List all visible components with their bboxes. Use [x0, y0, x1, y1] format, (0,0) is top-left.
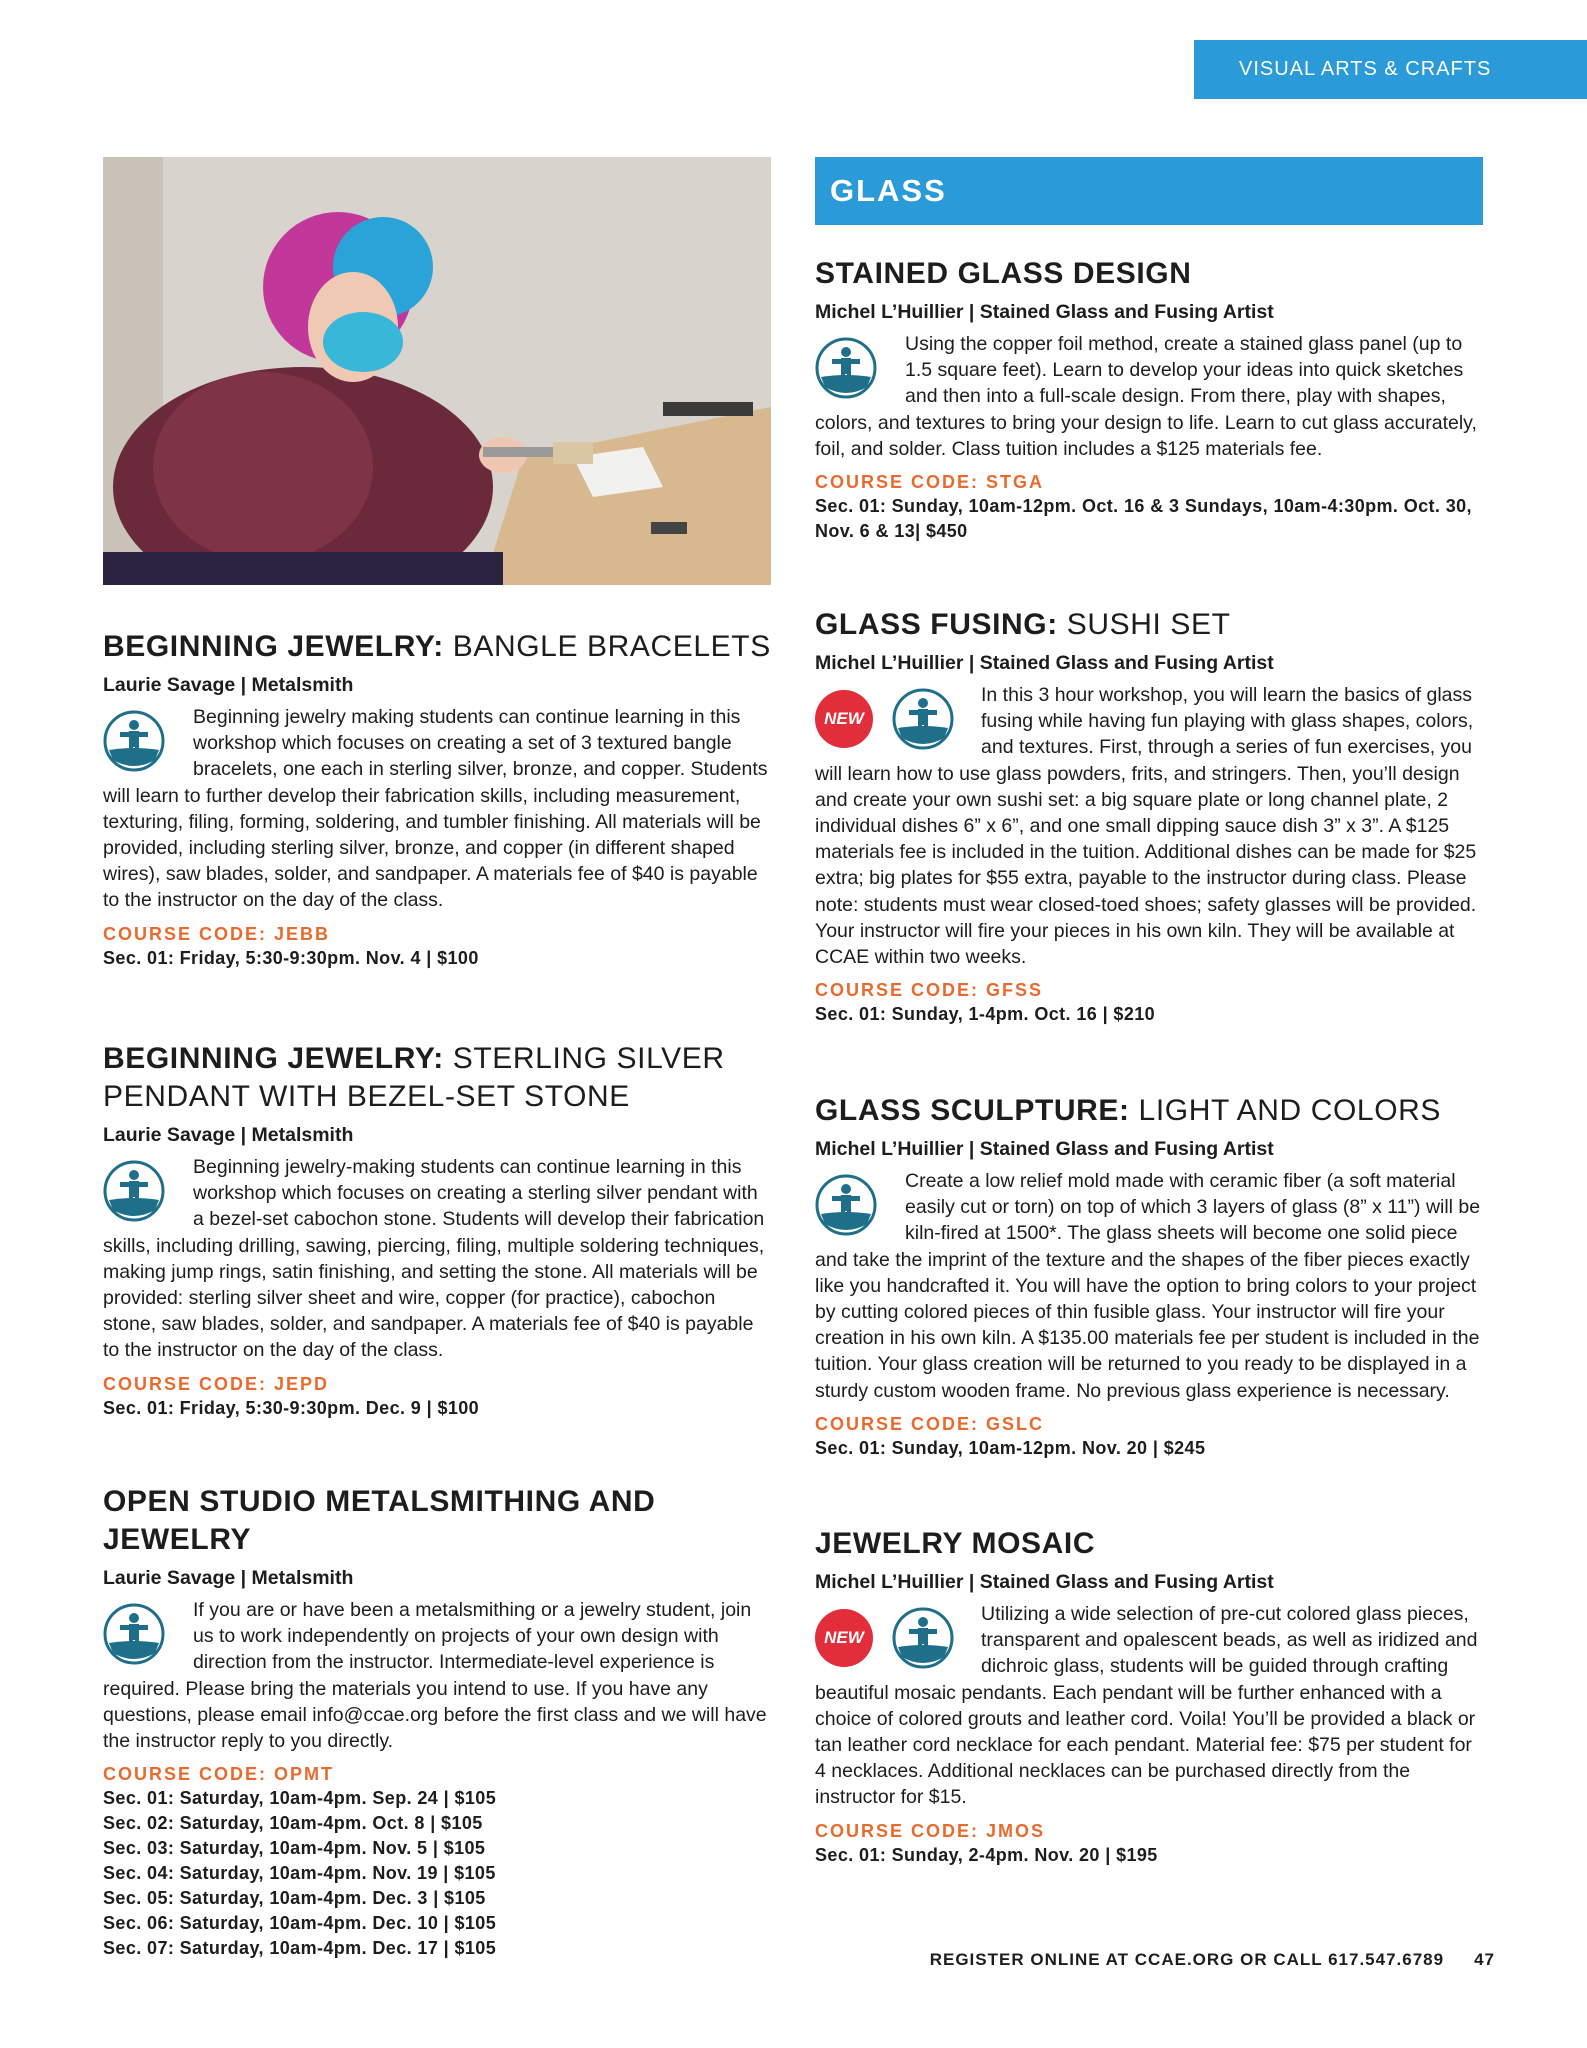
course-stained-glass: [815, 255, 1483, 544]
course-code: COURSE CODE: GSLC: [815, 1413, 1045, 1434]
accessibility-icon: [815, 1174, 877, 1236]
footer: [930, 1950, 1495, 1970]
course-instructor: Laurie Savage | Metalsmith: [103, 674, 354, 696]
new-badge: NEW: [815, 690, 873, 748]
course-section: Sec. 01: Sunday, 2-4pm. Nov. 20 | $195: [815, 1844, 1158, 1865]
course-section: Sec. 07: Saturday, 10am-4pm. Dec. 17 | $105: [103, 1938, 497, 1959]
accessibility-icon: [103, 1160, 165, 1222]
course-jewelry-bangle: [103, 628, 771, 971]
course-open-studio: [103, 1483, 771, 1961]
course-instructor: Laurie Savage | Metalsmith: [103, 1567, 354, 1589]
course-title: STAINED GLASS DESIGN: [815, 257, 1192, 290]
course-code: COURSE CODE: OPMT: [103, 1764, 335, 1785]
course-description: Create a low relief mold made with ceramic fiber (a soft material easily cut or torn) on top of which 3 layers of glass (8” x 11”) will be kiln-fired at 1500*. The glass sheets will become one solid piece and take the imprint of the texture and the shapes of the fiber pieces exactly like you handcrafted it. You will have the option to bring colors to your project by cutting colored pieces of thin fusible glass. Your instructor will fire your creation in his own kiln. A $135.00 materials fee per student is included in the tuition. Your glass creation will be returned to you ready to be displayed in a sturdy custom wooden frame. No previous glass experience is necessary.: [815, 1170, 1481, 1402]
course-code: COURSE CODE: JEBB: [103, 923, 331, 944]
course-description: NEW Utilizing a wide selection of pre-cut colored glass pieces, transparent and opalescent beads, as well as iridized and dichroic glass, students will be guided through crafting beautiful mosaic pendants. Each pendant will be further enhanced with a choice of colored grouts and leather cord. Voila! You’ll be provided a black or tan leather cord necklace for each pendant. Material fee: $75 per student for 4 necklaces. Additional necklaces can be purchased directly from the instructor for $15.: [815, 1603, 1478, 1809]
course-instructor: Michel L’Huillier | Stained Glass and Fusing Artist: [815, 301, 1274, 323]
glass-section-heading: GLASS: [815, 157, 1483, 225]
course-jewelry-pendant: [103, 1040, 771, 1421]
course-title: OPEN STUDIO METALSMITHING AND JEWELRY: [103, 1485, 656, 1556]
course-description: NEW In this 3 hour workshop, you will learn the basics of glass fusing while having fun playing with glass shapes, colors, and textures. First, through a series of fun exercises, you will learn how to use glass powders, frits, and stringers. Then, you’ll design and create your own sushi set: a big square plate or long channel plate, 2 individual dishes 6” x 6”, and one small dipping sauce dish 3” x 3”. A $125 materials fee is included in the tuition. Additional dishes can be made for $25 extra; big plates for $55 extra, payable to the instructor during class. Please note: students must wear closed-toed shoes; safety glasses will be provided. Your instructor will fire your pieces in his own kiln. They will be available at CCAE within two weeks.: [815, 684, 1477, 969]
course-description: Beginning jewelry-making students can continue learning in this workshop which focuses on creating a sterling silver pendant with a bezel-set cabochon stone. Students will develop their fabrication skills, including drilling, sawing, piercing, filing, multiple soldering techniques, making jump rings, satin finishing, and setting the stone. All materials will be provided: sterling silver sheet and wire, copper (for practice), cabochon stone, saw blades, solder, and sandpaper. A materials fee of $40 is payable to the instructor on the day of the class.: [103, 1156, 765, 1362]
course-title: BEGINNING JEWELRY: BANGLE BRACELETS: [103, 630, 771, 663]
course-instructor: Laurie Savage | Metalsmith: [103, 1124, 354, 1146]
course-code: COURSE CODE: JEPD: [103, 1373, 330, 1394]
section-tab: VISUAL ARTS & CRAFTS: [1194, 40, 1587, 99]
course-code: COURSE CODE: STGA: [815, 472, 1045, 493]
new-badge: NEW: [815, 1609, 873, 1667]
course-title: BEGINNING JEWELRY: STERLING SILVER PENDANT WITH BEZEL-SET STONE: [103, 1042, 725, 1113]
course-section: Sec. 01: Sunday, 1-4pm. Oct. 16 | $210: [815, 1004, 1156, 1025]
course-instructor: Michel L’Huillier | Stained Glass and Fusing Artist: [815, 1138, 1274, 1160]
course-section: Sec. 01: Friday, 5:30-9:30pm. Dec. 9 | $100: [103, 1397, 480, 1418]
course-instructor: Michel L’Huillier | Stained Glass and Fusing Artist: [815, 652, 1274, 674]
accessibility-icon: [892, 688, 954, 750]
course-section: Sec. 06: Saturday, 10am-4pm. Dec. 10 | $105: [103, 1913, 497, 1934]
course-description: Using the copper foil method, create a stained glass panel (up to 1.5 square feet). Learn to develop your ideas into quick sketches and then into a full-scale design. From there, play with shapes, colors, and textures to bring your design to life. Learn to cut glass accurately, foil, and solder. Class tuition includes a $125 materials fee.: [815, 333, 1477, 460]
course-section: Sec. 03: Saturday, 10am-4pm. Nov. 5 | $105: [103, 1838, 486, 1859]
student-photo: [103, 157, 771, 585]
course-glass-sculpture: [815, 1092, 1483, 1461]
course-title: JEWELRY MOSAIC: [815, 1527, 1096, 1560]
course-jewelry-mosaic: [815, 1525, 1483, 1868]
course-code: COURSE CODE: GFSS: [815, 980, 1044, 1001]
course-description: If you are or have been a metalsmithing or a jewelry student, join us to work independently on projects of your own design with direction from the instructor. Intermediate-level experience is required. Please bring the materials you intend to use. If you have any questions, please email info@ccae.org before the first class and we will have the instructor reply to you directly.: [103, 1599, 767, 1753]
course-section: Sec. 01: Friday, 5:30-9:30pm. Nov. 4 | $100: [103, 947, 479, 968]
accessibility-icon: [103, 1603, 165, 1665]
page-number: 47: [1474, 1950, 1495, 1969]
course-instructor: Michel L’Huillier | Stained Glass and Fusing Artist: [815, 1571, 1274, 1593]
course-section: Sec. 01: Saturday, 10am-4pm. Sep. 24 | $105: [103, 1788, 497, 1809]
course-section: Sec. 02: Saturday, 10am-4pm. Oct. 8 | $105: [103, 1813, 483, 1834]
accessibility-icon: [103, 710, 165, 772]
course-section: Sec. 05: Saturday, 10am-4pm. Dec. 3 | $105: [103, 1888, 486, 1909]
course-section: Sec. 01: Sunday, 10am-12pm. Oct. 16 & 3 Sundays, 10am-4:30pm. Oct. 30, Nov. 6 & 13| $450: [815, 496, 1472, 542]
course-title: GLASS FUSING: SUSHI SET: [815, 608, 1231, 641]
course-code: COURSE CODE: JMOS: [815, 1820, 1046, 1841]
course-title: GLASS SCULPTURE: LIGHT AND COLORS: [815, 1094, 1442, 1127]
course-glass-fusing: [815, 606, 1483, 1027]
register-link[interactable]: REGISTER ONLINE AT CCAE.ORG OR CALL 617.547.6789: [929, 1950, 1445, 1969]
accessibility-icon: [892, 1607, 954, 1669]
course-section: Sec. 04: Saturday, 10am-4pm. Nov. 19 | $105: [103, 1863, 496, 1884]
accessibility-icon: [815, 337, 877, 399]
course-description: Beginning jewelry making students can continue learning in this workshop which focuses on creating a set of 3 textured bangle bracelets, one each in sterling silver, bronze, and copper. Students will learn to further develop their fabrication skills, including measurement, texturing, filing, forming, soldering, and tumbler finishing. All materials will be provided, including sterling silver, bronze, and copper (in different shaped wires), saw blades, solder, and sandpaper. A materials fee of $40 is payable to the instructor on the day of the class.: [103, 706, 768, 912]
course-section: Sec. 01: Sunday, 10am-12pm. Nov. 20 | $245: [815, 1437, 1206, 1458]
